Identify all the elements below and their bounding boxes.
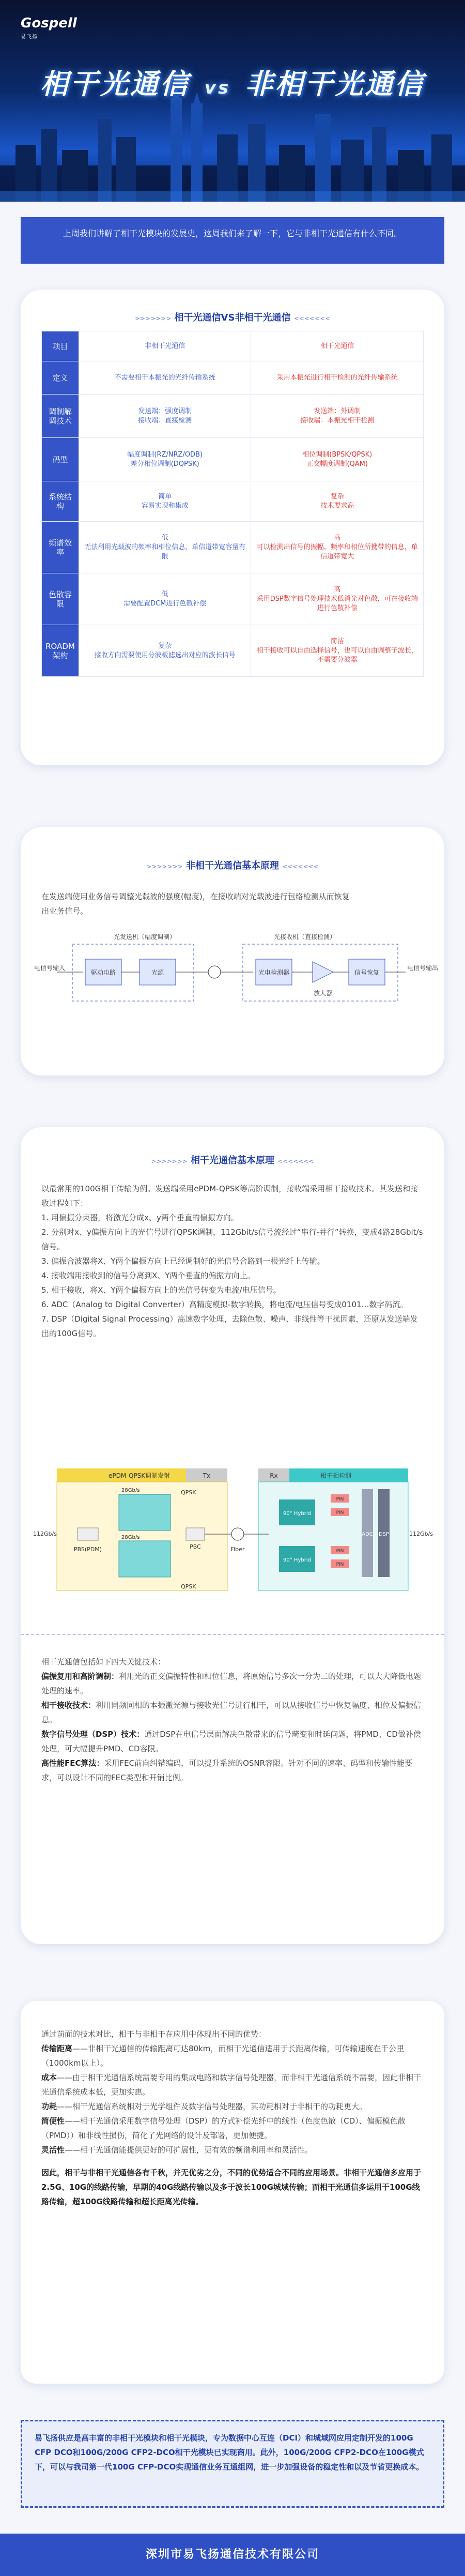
table-row: 色散容限 低 需要配置DCM进行色散补偿 高 采用DSP数字信号处理技术低消光对色散，可在接收端进行色散补偿 bbox=[42, 573, 424, 625]
coherent-title: >>>>>>> 相干光通信基本原理 <<<<<<< bbox=[151, 1155, 314, 1166]
source-label: 光源 bbox=[151, 969, 164, 976]
detector-label: 光电检测器 bbox=[258, 969, 290, 976]
fiber-coil-icon bbox=[208, 966, 221, 978]
footer-company: 深圳市易飞扬通信技术有限公司 bbox=[0, 2534, 465, 2576]
coherent-step: 3. 偏振合波器将X、Y两个偏振方向上已经调制好的光信号合路到一根光纤上传输。 bbox=[41, 1256, 325, 1266]
promo-box: 易飞扬供应是高丰富的非相干光模块和相干光模块，专为数据中心互连（DCI）和城域网应用定制开发的100G CFP DCO和100G/200G CFP2-DCO相干光模块已实现商用。此外，100G/200G CFP2-DCO在100G模式下，可以与我司第一代100G CFP-DCO实现通信业务互通组网，进一步加强设备的稳定性和以及节省更换成本。 bbox=[21, 2420, 444, 2508]
summary-conclusion: 因此，相干与非相干光通信各有千秋，并无优劣之分，不同的优势适合不同的应用场景。非相干光通信多应用于2.5G、10G的线路传输，早期的40G线路传输以及多于波长100G城域传输；而相干光通信多运用于100G线路传输，超100G线路传输和超长距离光传输。 bbox=[41, 2168, 422, 2206]
adc-label: ADC bbox=[362, 1532, 373, 1537]
coherent-card bbox=[21, 1127, 444, 1944]
rx-label: 光接收机（直接检测） bbox=[274, 933, 336, 941]
summary-item: 成本——由于相干光通信系统需要专用的集成电路和数字信号处理器，而非相干光通信系统不需要，因此非相干光通信系统成本低，更加实惠。 bbox=[41, 2073, 422, 2097]
fiber-coil-icon bbox=[231, 1528, 244, 1540]
lane-label: 28Gb/s bbox=[121, 1535, 140, 1540]
summary-item: 简便性——相干光通信采用数字信号处理（DSP）的方式补偿光纤中的线性（色度色散（CD）、偏振模色散（PMD））和非线性损伤，简化了光网络的设计及部署，更加便捷。 bbox=[41, 2116, 406, 2140]
tech-item: 数字信号处理（DSP）技术：通过DSP在电信号层面解决色散带来的信号畸变和时延问题，将PMD、CD做补偿处理，可大幅提升PMD、CD容限。 bbox=[41, 1730, 421, 1753]
input-label: 电信号输入 bbox=[34, 964, 66, 972]
amplifier-icon bbox=[313, 962, 333, 982]
noncoherent-text: 在发送端使用业务信号调整光载波的强度(幅度)，在接收端对光载波进行包络检测从而恢复出业务信号。 bbox=[41, 892, 350, 916]
coherent-step: 2. 分别对x、y偏振方向上的光信号进行QPSK调制，112Gbit/s信号流经过“串行-并行”转换，变成4路28Gbit/s信号。 bbox=[41, 1228, 423, 1251]
tx-title: ePDM-QPSK调制发射 bbox=[109, 1472, 171, 1479]
pbc-label: PBC bbox=[190, 1543, 201, 1550]
pbs-label: PBS(PDM) bbox=[73, 1546, 102, 1553]
coherent-step: 7. DSP（Digital Signal Processing）高速数字处理，去除色散、噪声、非线性等干扰因素，还原从发送端发出的100G信号。 bbox=[41, 1314, 418, 1338]
pin-label: PIN bbox=[336, 1562, 344, 1567]
summary-card bbox=[21, 2001, 444, 2384]
output-label: 电信号输出 bbox=[407, 964, 439, 972]
tech-item: 相干接收技术：利用同频同相的本振激光源与接收光信号进行相干，可以从接收信号中恢复幅度、相位及偏振信息。 bbox=[41, 1701, 422, 1724]
qpsk-x-label: QPSK bbox=[181, 1489, 196, 1496]
dsp-label: DSP bbox=[378, 1532, 390, 1537]
city-skyline-image bbox=[0, 88, 465, 202]
qpsk-y-block bbox=[119, 1541, 171, 1577]
summary-item: 传输距离——非相干光通信的传输距离可达80km，而相干光通信适用于长距离传输，可传输速度在千公里（1000km以上）。 bbox=[41, 2044, 405, 2068]
coherent-step: 5. 相干接收，将X、Y两个偏振方向上的光信号转变为电流/电压信号。 bbox=[41, 1285, 281, 1295]
table-row: 调制解调技术 发送端：强度调制 接收端：直接检测 发送端：外调制 接收端：本振光相干检测 bbox=[42, 395, 424, 438]
table-row: 码型 幅度调制(RZ/NRZ/ODB) 差分相位调制(DQPSK) 相位调制(BPSK/QPSK) 正交幅度调制(QAM) bbox=[42, 438, 424, 481]
rx-tag: Rx bbox=[270, 1472, 278, 1479]
tech-item: 偏振复用和高阶调制：利用光的正交偏振特性和相位信息，将原始信号多次一分为二的处理，可以大大降低电题处理的速率。 bbox=[41, 1672, 422, 1695]
coherent-diagram bbox=[31, 1463, 434, 1598]
table-row: ROADM架构 复杂 接收方向需要使用分波板滤选出对应的波长信号 简洁 相干接收可以自由选择信号，也可以自由调整子波长，不需要分波器 bbox=[42, 625, 424, 677]
pin-label: PIN bbox=[336, 1510, 344, 1516]
pin-label: PIN bbox=[336, 1497, 344, 1502]
noncoherent-title: >>>>>>> 非相干光通信基本原理 <<<<<<< bbox=[146, 860, 319, 871]
summary-item: 灵活性——相干光通信能提供更好的可扩展性，更有效的频谱利用率和灵活性。 bbox=[41, 2145, 313, 2155]
intro-banner: 上周我们讲解了相干光模块的发展史，这周我们来了解一下，它与非相干光通信有什么不同。 bbox=[21, 217, 444, 264]
comparison-table bbox=[41, 331, 424, 677]
tx-tag: Tx bbox=[203, 1472, 211, 1479]
tx-label: 光发送机（幅度调制） bbox=[114, 933, 176, 941]
summary-item: 功耗——相干光通信系统相对于光学组件及数字信号处理器，其功耗相对于非相干的功耗更大。 bbox=[41, 2102, 367, 2111]
qpsk-y-label: QPSK bbox=[181, 1583, 196, 1590]
comparison-title: >>>>>>> 相干光通信VS非相干光通信 <<<<<<< bbox=[134, 312, 331, 323]
noncoherent-card bbox=[21, 827, 444, 1075]
table-row: 定义 不需要相干本振光的光纤传输系统 采用本振光进行相干检测的光纤传输系统 bbox=[42, 361, 424, 395]
fiber-label: Fiber bbox=[230, 1546, 245, 1553]
noncoherent-diagram bbox=[31, 931, 439, 1024]
hero-title: 相干光通信 vs 非相干光通信 bbox=[40, 68, 425, 100]
divider bbox=[21, 1634, 444, 1635]
table-row: 系统结构 简单 容易实现和集成 复杂 技术要求高 bbox=[42, 481, 424, 522]
hero-banner bbox=[0, 0, 465, 202]
qpsk-x-block bbox=[119, 1494, 171, 1531]
lane-label: 28Gb/s bbox=[121, 1488, 140, 1493]
hybrid-label: 90° Hybrid bbox=[283, 1511, 311, 1517]
table-row: 频谱效率 低 无法利用光载波的频率和相位信息，单信道带宽容量有限 高 可以检测出信号的振幅、频率和相位所携带的信息，单信道带宽大 bbox=[42, 522, 424, 573]
rx-title: 相干相检测 bbox=[320, 1472, 352, 1479]
company-logo: Gospell 易飞扬 bbox=[21, 16, 77, 40]
table-header-row: 项目 非相干光通信 相干光通信 bbox=[42, 331, 424, 361]
pin-label: PIN bbox=[336, 1549, 344, 1554]
hybrid-label: 90° Hybrid bbox=[283, 1557, 311, 1563]
coherent-step: 6. ADC（Analog to Digital Converter）高精度模拟-数字转换，将电流/电压信号变成0101…数字码流。 bbox=[41, 1300, 408, 1309]
driver-label: 驱动电路 bbox=[90, 969, 116, 976]
coherent-step: 1. 用偏振分束器，将激光分成x、y两个垂直的偏振方向。 bbox=[41, 1213, 239, 1222]
rate-in: 112Gb/s bbox=[33, 1531, 57, 1537]
comparison-card bbox=[21, 290, 444, 765]
coherent-intro: 以最常用的100G相干传输为例。发送端采用ePDM-QPSK等高阶调制，接收端采用相干接收技术。其发送和接收过程如下： 1. 用偏振分束器，将激光分成x、y两个垂直的偏振方向。 2. 分别对x、y偏振方向上的光信号进行QPSK调制，112Gbit/s信号流经过“串行-并行”转换，变成4路28Gbit/s信号。 3. 偏振合波器将X、Y两个偏振方向上已经调制好的光信号合路到一根光纤上传输。 4. 接收端用接收到的信号分离到X、Y两个垂直的偏振方向上。 5. 相干接收，将X、Y两个偏振方向上的光信号转变为电流/电压信号。 6. ADC（Analog to Digital Converter）高精度模拟-数字转换，将电流/电压信号变成0101…数字码流。 7. DSP（Digital Signal Processing）高速数字处理，去除色散、噪声、非线性等干扰因素，还原从发送端发出的100G信号。 bbox=[41, 1181, 424, 1341]
amplifier-label: 放大器 bbox=[313, 990, 333, 997]
tech-list: 相干光通信包括如下四大关键技术： 偏振复用和高阶调制：利用光的正交偏振特性和相位信息，将原始信号多次一分为二的处理，可以大大降低电题处理的速率。 相干接收技术：利用同频同相的本振激光源与接收光信号进行相干，可以从接收信号中恢复幅度、相位及偏振信息。 数字信号处理（DSP）技术：通过DSP在电信号层面解决色散带来的信号畸变和时延问题，将PMD、CD做补偿处理，可大幅提升PMD、CD容限。 高性能FEC算法：采用FEC前向纠错编码，可以提升系统的OSNR容限。针对不同的速率、码型和传输性能要求，可以设计不同的FEC类型和开销比例。 bbox=[41, 1655, 424, 1785]
tech-item: 高性能FEC算法：采用FEC前向纠错编码，可以提升系统的OSNR容限。针对不同的速率、码型和传输性能要求，可以设计不同的FEC类型和开销比例。 bbox=[41, 1759, 413, 1782]
rate-out: 112Gb/s bbox=[409, 1531, 433, 1537]
coherent-step: 4. 接收端用接收到的信号分离到X、Y两个垂直的偏振方向上。 bbox=[41, 1271, 255, 1280]
summary-text: 通过前面的技术对比，相干与非相干在应用中体现出不同的优势： 传输距离——非相干光通信的传输距离可达80km，而相干光通信适用于长距离传输，可传输速度在千公里（1000km以上）。 成本——由于相干光通信系统需要专用的集成电路和数字信号处理器，而非相干光通信系统不需要，因此非相干光通信系统成本低，更加实惠。 功耗——相干光通信系统相对于光学组件及数字信号处理器，其功耗相对于非相干的功耗更大。 简便性——相干光通信采用数字信号处理（DSP）的方式补偿光纤中的线性（色度色散（CD）、偏振模色散（PMD））和非线性损伤，简化了光网络的设计及部署，更加便捷。 灵活性——相干光通信能提供更好的可扩展性，更有效的频谱利用率和灵活性。 因此，相干与非相干光通信各有千秋，并无优劣之分，不同的优势适合不同的应用场景。非相干光通信多应用于2.5G、10G的线路传输，早期的40G线路传输以及多于波长100G城域传输；而相干光通信多运用于100G线路传输，超100G线路传输和超长距离光传输。 bbox=[41, 2027, 424, 2209]
recovery-label: 信号恢复 bbox=[354, 969, 380, 976]
